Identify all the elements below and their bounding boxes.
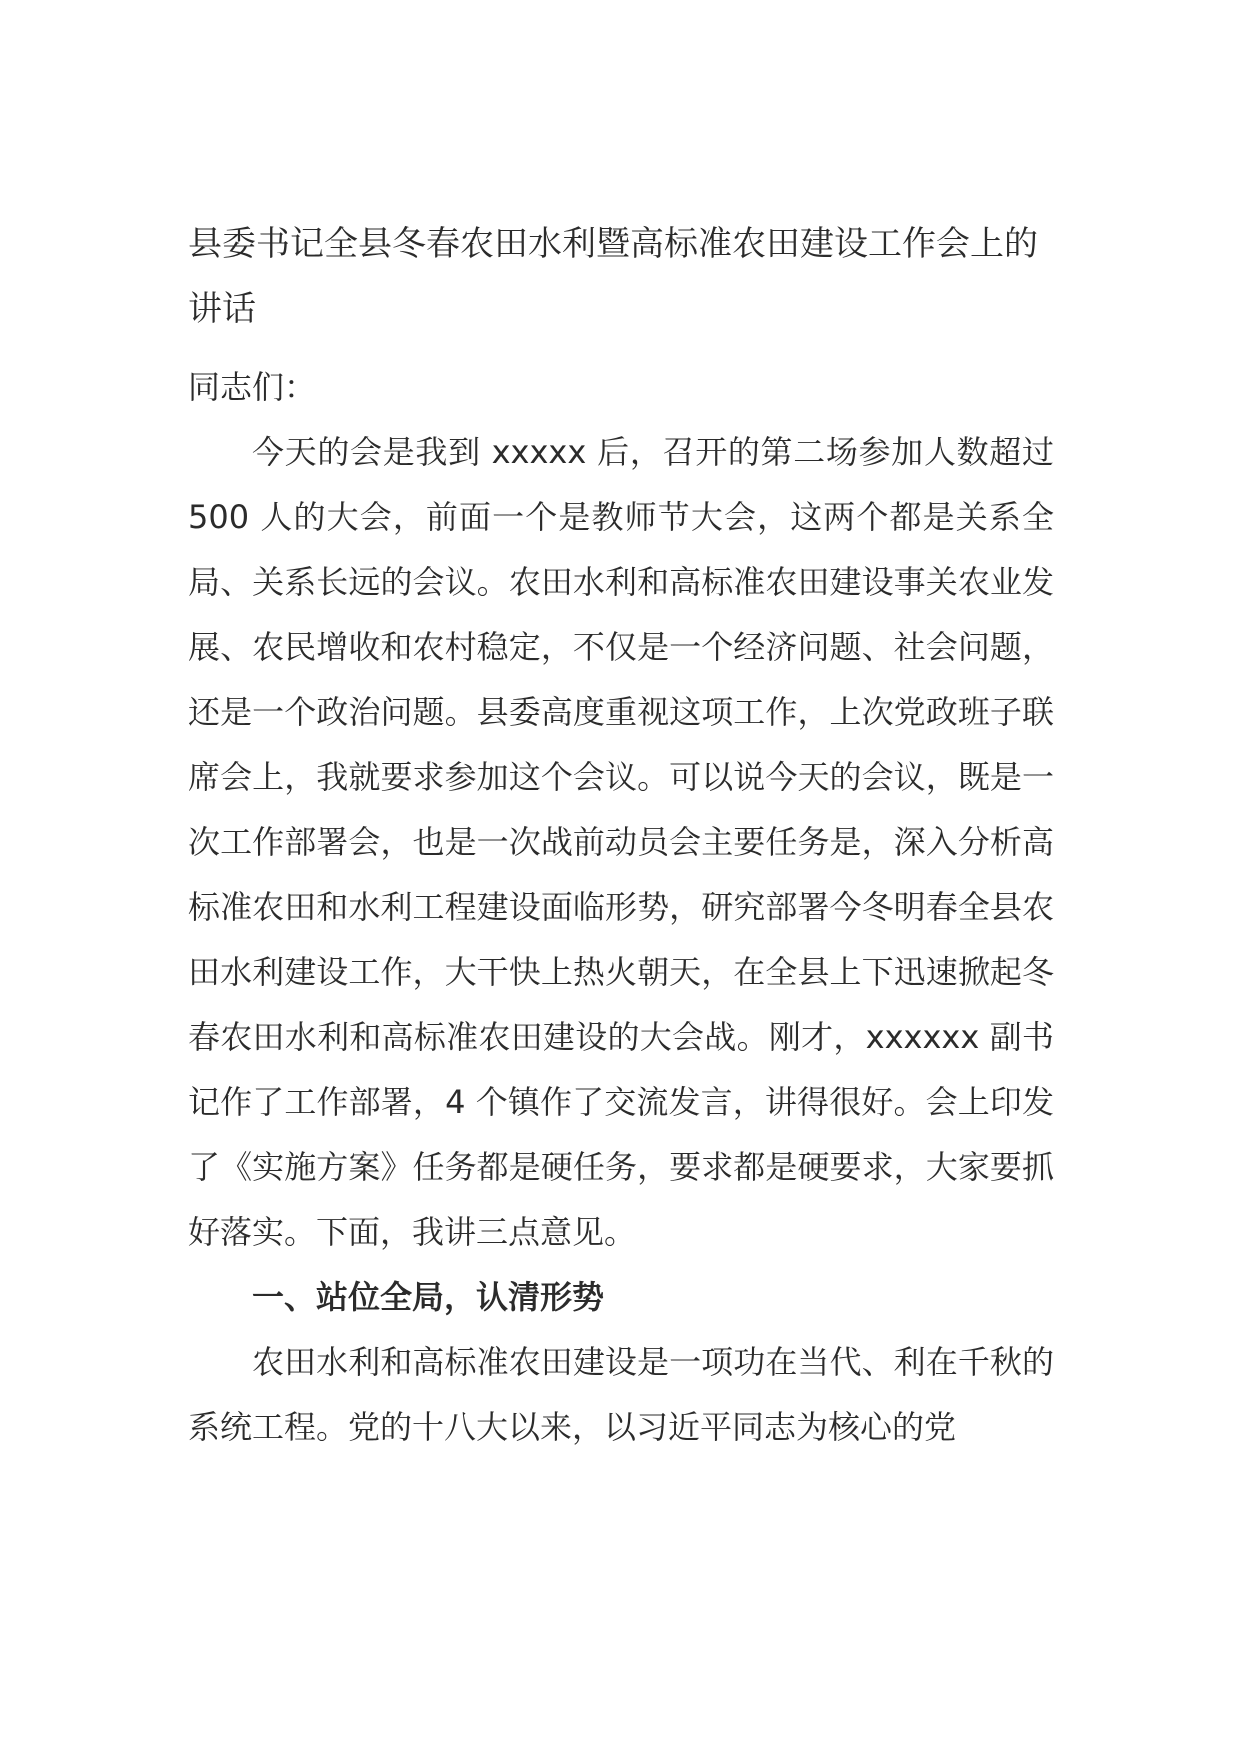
document-body (188, 212, 1054, 1460)
section-one-paragraph: 农田水利和高标准农田建设是一项功在当代、利在千秋的系统工程。党的十八大以来，以习近平同志为核心的党 (188, 1343, 1054, 1446)
salutation: 同志们： (188, 368, 317, 406)
document-title: 县委书记全县冬春农田水利暨高标准农田建设工作会上的讲话 (188, 224, 1038, 329)
section-one-heading: 一、站位全局，认清形势 (252, 1278, 605, 1316)
intro-paragraph: 今天的会是我到 xxxxx 后，召开的第二场参加人数超过 500 人的大会，前面一个是教师节大会，这两个都是关系全局、关系长远的会议。农田水利和高标准农田建设事关农业发展、农民增收和农村稳定，不仅是一个经济问题、社会问题，还是一个政治问题。县委高度重视这项工作，上次党政班子联席会上，我就要求参加这个会议。可以说今天的会议，既是一次工作部署会，也是一次战前动员会主要任务是，深入分析高标准农田和水利工程建设面临形势，研究部署今冬明春全县农田水利建设工作，大干快上热火朝天，在全县上下迅速掀起冬春农田水利和高标准农田建设的大会战。刚才，xxxxxx 副书记作了工作部署，4 个镇作了交流发言，讲得很好。会上印发了《实施方案》任务都是硬任务，要求都是硬要求，大家要抓好落实。下面，我讲三点意见。 (188, 433, 1054, 1251)
